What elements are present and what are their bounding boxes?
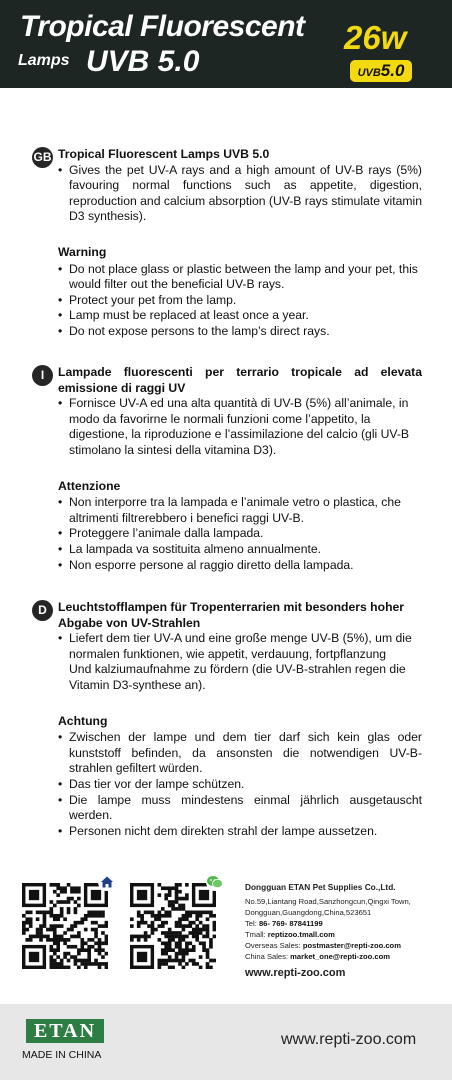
warning-item: • Lamp must be replaced at least once a year.: [58, 308, 422, 324]
company-overseas-sales: [245, 940, 445, 951]
uvb-badge-prefix: UVB: [357, 67, 381, 79]
qr-code-graphic: [130, 883, 216, 969]
company-address-line: Dongguan,Guangdong,China,523651: [245, 908, 372, 917]
qr-code-graphic: [22, 883, 108, 969]
section-english: [33, 147, 422, 340]
made-in-china-label: MADE IN CHINA: [22, 1049, 102, 1061]
section-title: Tropical Fluorescent Lamps UVB 5.0: [58, 147, 270, 161]
home-icon: [98, 873, 116, 891]
china-label: China Sales:: [245, 952, 291, 961]
language-badge-gb: GB: [32, 147, 53, 168]
product-subtitle-lamps: Lamps: [18, 52, 70, 69]
warning-list: [58, 730, 422, 839]
etan-logo: ETAN: [26, 1019, 104, 1043]
warning-item: • Das tier vor der lampe schützen.: [58, 777, 422, 793]
warning-title: Warning: [58, 244, 107, 259]
footer-website-link[interactable]: www.repti-zoo.com: [281, 1031, 417, 1048]
company-info: [245, 882, 445, 979]
company-website[interactable]: www.repti-zoo.com: [245, 967, 346, 979]
tel-label: Tel:: [245, 919, 259, 928]
intro-item: • Gives the pet UV-A rays and a high amount of UV-B rays (5%) favouring normal functions such as appetite, digestion, reproduction and calcium absorption (UV-B rays stimulate vitamin D3 synthesis).: [58, 163, 422, 225]
product-uvb-label: UVB 5.0: [86, 45, 200, 78]
company-china-sales: [245, 951, 445, 962]
header-banner: [0, 0, 452, 88]
warning-item: • Do not place glass or plastic between the lamp and your pet, this would filter out the beneficial UV-B rays.: [58, 262, 422, 293]
qr-code-wechat[interactable]: [130, 883, 216, 969]
tel-value: 86- 769- 87841199: [258, 919, 323, 928]
section-title: Lampade fluorescenti per terrario tropicale ad elevata emissione di raggi UV: [58, 365, 422, 395]
tmall-label: Tmall:: [245, 930, 268, 939]
company-tmall: [245, 929, 445, 940]
section-italian: [40, 365, 422, 573]
warning-title: Attenzione: [58, 478, 121, 493]
warning-title: Achtung: [58, 713, 108, 728]
company-tel: [245, 918, 445, 929]
warning-item: • La lampada va sostituita almeno annualmente.: [58, 542, 422, 558]
warning-list: [58, 495, 422, 573]
warning-item: • Protect your pet from the lamp.: [58, 293, 422, 309]
intro-line: Liefert dem tier UV-A und eine große menge UV-B (5%), um die normalen funktionen, wie appetit, verdauung, fortpflanzung: [69, 631, 412, 661]
section-german: [38, 600, 422, 839]
language-badge-i: I: [32, 365, 53, 386]
wechat-icon: [206, 873, 224, 891]
language-badge-d: D: [32, 600, 53, 621]
warning-item: • Non esporre persone al raggio diretto della lampada.: [58, 558, 422, 574]
intro-item: • Fornisce UV-A ed una alta quantità di UV-B (5%) all’animale, in modo da favorirne le normali funzioni come l’appetito, la digestione, la riproduzione e l’assimilazione del calcio (gli UV-B stimolano la sintesi della vitamina D3).: [58, 396, 422, 458]
overseas-label: Overseas Sales:: [245, 941, 303, 950]
uvb-badge-value: 5.0: [380, 61, 405, 80]
china-email[interactable]: market_one@repti-zoo.com: [290, 952, 390, 961]
warning-item: • Do not expose persons to the lamp’s direct rays.: [58, 324, 422, 340]
warning-item: • Personen nicht dem direkten strahl der lampe aussetzen.: [58, 824, 422, 840]
wattage-label: 26w: [344, 19, 407, 56]
qr-code-website[interactable]: [22, 883, 108, 969]
company-address-line: No.59,Liantang Road,Sanzhongcun,Qingxi Town,: [245, 897, 411, 906]
overseas-email[interactable]: postmaster@repti-zoo.com: [302, 941, 401, 950]
warning-list: [58, 262, 422, 340]
tmall-value[interactable]: reptizoo.tmall.com: [267, 930, 335, 939]
warning-item: • Zwischen der lampe und dem tier darf sich kein glas oder kunststoff befinden, da ansonsten die notwendigen UV-B-strahlen gefiltert würden.: [58, 730, 422, 777]
warning-item: • Proteggere l’animale dalla lampada.: [58, 526, 422, 542]
section-title: Leuchtstofflampen für Tropenterrarien mit besonders hoher Abgabe von UV-Strahlen: [58, 600, 405, 630]
intro-line: Und kalziumaufnahme zu fördern (die UV-B-strahlen regen die Vitamin D3-synthese an).: [69, 662, 406, 692]
warning-item: • Die lampe muss mindestens einmal jährlich ausgetauscht werden.: [58, 793, 422, 824]
uvb-badge: [350, 60, 412, 82]
warning-item: • Non interporre tra la lampada e l’animale vetro o plastica, che altrimenti filtrerebbero i benefici raggi UV-B.: [58, 495, 422, 526]
intro-item: [58, 631, 422, 693]
company-name: Dongguan ETAN Pet Supplies Co.,Ltd.: [245, 882, 396, 892]
product-title: Tropical Fluorescent: [20, 10, 305, 43]
